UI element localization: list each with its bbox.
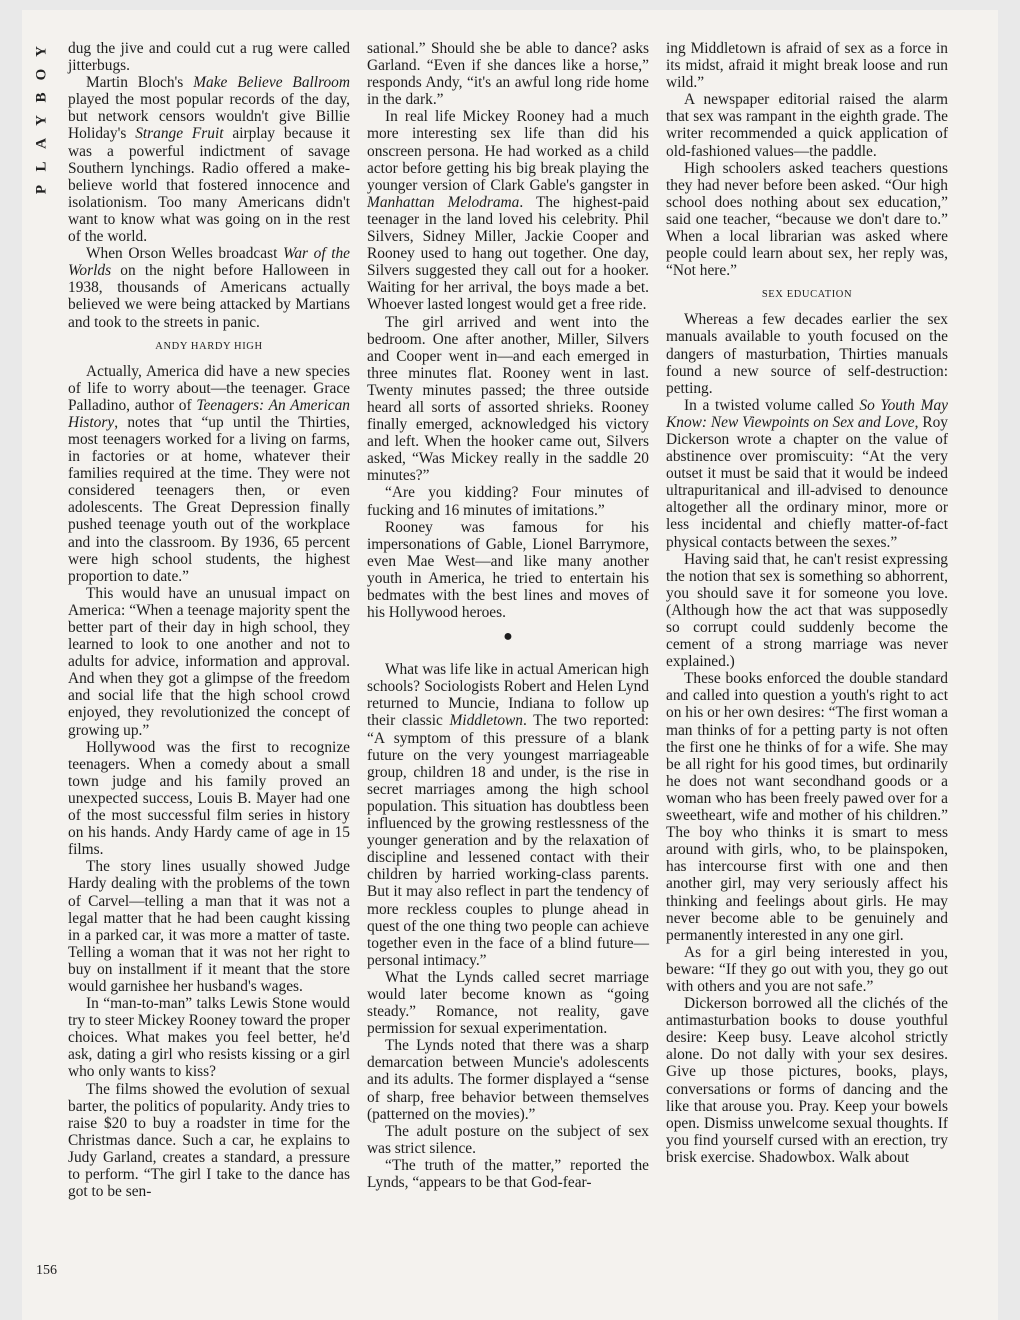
- paragraph: Rooney was famous for his impersonations of Gable, Lionel Barrymore, even Mae West—and like many another youth in America, he tried to entertain his bedmates with the best lines and moves of his Hollywood heroes.: [367, 518, 649, 622]
- section-heading: ANDY HARDY HIGH: [155, 340, 263, 352]
- paragraph: The story lines usually showed Judge Hardy dealing with the problems of the town of Carvel—telling a man that it was not a legal matter that he had been caught kissing in a parked car, it was more a matter of taste. Telling a woman that it was not her right to buy on installment if it meant that the store would garnishee her husband's wages.: [68, 858, 350, 995]
- paragraph: These books enforced the double standard and called into question a youth's right to act on his or her own desires: “The first woman a man thinks of for a petting party is not often the first one he thinks of for a wife. She may be all right for his good times, but ordinarily he does not want secondhand goods or a woman who has been freely pawed over for a sweetheart, wife and mother of his children.” The boy who thinks it is smart to mess around with girls, who, to be plainspoken, has intercourse first with one and then another girl, may very seriously affect his thinking and feelings about girls. He may never become able to be genuinely and permanently interested in any one girl.: [666, 670, 948, 944]
- masthead-letter: L: [33, 161, 50, 172]
- page-number: 156: [36, 1263, 57, 1278]
- column-2: [367, 40, 649, 1191]
- section-bullet: ●: [503, 628, 513, 646]
- paragraph: Martin Bloch's Make Believe Ballroom played the most popular records of the day, but network censors wouldn't give Billie Holiday's Strange Fruit airplay because it was a powerful indictment of savage Southern lynchings. Radio offered a make-believe world that fostered innocence and isolationism. Too many Americans didn't want to know what was going on in the rest of the world.: [68, 74, 350, 246]
- paragraph: The Lynds noted that there was a sharp demarcation between Muncie's adolescents and its adults. The former displayed a “sense of sharp, free behavior between themselves (patterned on the movies).”: [367, 1037, 649, 1123]
- masthead-letter: Y: [33, 46, 50, 57]
- section-heading: SEX EDUCATION: [761, 289, 853, 301]
- paragraph: Hollywood was the first to recognize teenagers. When a comedy about a small town judge and his family proved an unexpected success, Louis B. Mayer had one of the most successful film series in history on his hands. Andy Hardy came of age in 15 films.: [68, 738, 350, 859]
- paragraph: When Orson Welles broadcast War of the Worlds on the night before Halloween in 1938, thousands of Americans actually believed we were being attacked by Martians and took to the streets in panic.: [68, 245, 350, 331]
- paragraph: As for a girl being interested in you, beware: “If they go out with you, they go out with others and you are not safe.”: [666, 943, 948, 995]
- masthead-letter: O: [33, 68, 50, 81]
- masthead-letter: P: [33, 184, 50, 195]
- paragraph: The films showed the evolution of sexual barter, the politics of popularity. Andy tries to raise $20 to buy a roadster in time for the Christmas dance. Such a car, he explains to Judy Garland, creates a standard, a pressure to perform. “The girl I take to the dance has got to be sen-: [68, 1080, 350, 1201]
- paragraph: “Are you kidding? Four minutes of fucking and 16 minutes of imitations.”: [367, 484, 649, 519]
- paragraph: Having said that, he can't resist expressing the notion that sex is something so abhorrent, you should save it for someone you love. (Although how the act that was supposedly so corrupt could suddenly become the cement of a strong marriage was never explained.): [666, 550, 948, 671]
- paragraph: A newspaper editorial raised the alarm that sex was rampant in the eighth grade. The writer recommended a quick application of old-fashioned values—the paddle.: [666, 91, 948, 160]
- column-3: [666, 40, 948, 1166]
- paragraph: What the Lynds called secret marriage would later become known as “going steady.” Romance, not reality, gave permission for sexual experimentation.: [367, 968, 649, 1038]
- paragraph: Dickerson borrowed all the clichés of the antimasturbation books to douse youthful desire: Keep busy. Leave alcohol strictly alone. Do not dally with your sex desires. Give up those pictures, books, plays, conversations or forms of dancing and the like that arouse you. Pray. Keep your bowels open. Dismiss unwelcome sexual thoughts. If you find yourself cursed with an erection, try brisk exercise. Shadowbox. Walk about: [666, 995, 948, 1166]
- paragraph: In “man-to-man” talks Lewis Stone would try to steer Mickey Rooney toward the proper choices. What makes you feel better, he'd ask, dating a girl who resists kissing or a girl who only wants to kiss?: [68, 995, 350, 1081]
- paragraph: dug the jive and could cut a rug were called jitterbugs.: [68, 40, 350, 75]
- masthead: [30, 40, 54, 201]
- paragraph: The adult posture on the subject of sex was strict silence.: [367, 1122, 649, 1157]
- paragraph: What was life like in actual American high schools? Sociologists Robert and Helen Lynd returned to Muncie, Indiana to follow up their classic Middletown. The two reported: “A symptom of this pressure of a blank future on the very youngest marriageable group, children 18 and under, is the rise in secret marriages among the high school population. This situation has doubtless been influenced by the growing restlessness of the younger generation and by the relaxation of discipline and lessened contact with their children by harried working-class parents. But it may also reflect in part the tendency of more reckless couples to plunge ahead in quest of the one thing two people can achieve together even in the face of a blind future—personal intimacy.”: [367, 661, 649, 969]
- paragraph: High schoolers asked teachers questions they had never before been asked. “Our high school does nothing about sex education,” said one teacher, “because we don't dare to.” When a local librarian was asked where people could learn about sex, her reply was, “Not here.”: [666, 159, 948, 280]
- column-1: [68, 40, 350, 1200]
- masthead-letter: A: [33, 138, 50, 149]
- paragraph: The girl arrived and went into the bedroom. One after another, Miller, Silvers and Cooper went in—and each emerged in three minutes flat. Rooney went in last. Twenty minutes passed; the three outside heard all sorts of assorted shrieks. Rooney finally emerged, acknowledged his victory and left. When the hooker came out, Silvers asked, “Was Mickey really in the saddle 20 minutes?”: [367, 313, 649, 485]
- paragraph: Whereas a few decades earlier the sex manuals available to youth focused on the dangers of masturbation, Thirties manuals found a new source of self-destruction: petting.: [666, 311, 948, 397]
- paragraph: In real life Mickey Rooney had a much more interesting sex life than did his onscreen persona. He had worked as a child actor before getting his big break playing the younger version of Clark Gable's gangster in Manhattan Melodrama. The highest-paid teenager in the land loved his celebrity. Phil Silvers, Sidney Miller, Jackie Cooper and Rooney used to hang out together. One day, Silvers suggested they call out for a hooker. Waiting for her arrival, the boys made a bet. Whoever lasted longest would get a free ride.: [367, 108, 649, 314]
- masthead-letter: Y: [33, 115, 50, 126]
- paragraph: Actually, America did have a new species of life to worry about—the teenager. Grace Palladino, author of Teenagers: An American History, notes that “up until the Thirties, most teenagers worked for a living on farms, in factories or at home, whatever their families required at the time. They were not considered teenagers then, or even adolescents. The Great Depression finally pushed teenage youth out of the workplace and into the classroom. By 1936, 65 percent were high school students, the highest proportion to date.”: [68, 362, 350, 585]
- paragraph: sational.” Should she be able to dance? asks Garland. “Even if she dances like a horse,” responds Andy, “it's an awful long ride home in the dark.”: [367, 40, 649, 109]
- masthead-letter: B: [33, 92, 50, 103]
- paragraph: “The truth of the matter,” reported the Lynds, “appears to be that God-fear-: [367, 1156, 649, 1191]
- paragraph: In a twisted volume called So Youth May Know: New Viewpoints on Sex and Love, Roy Dickerson wrote a chapter on the value of abstinence over promiscuity: “At the very outset it must be said that it would be indeed ultrapuritanical and ill-advised to denounce altogether all the ordinary minor, more or less incidental and chiefly matter-of-fact physical contacts between the sexes.”: [666, 396, 948, 551]
- paragraph: ing Middletown is afraid of sex as a force in its midst, afraid it might break loose and run wild.”: [666, 40, 948, 92]
- paragraph: This would have an unusual impact on America: “When a teenage majority spent the better part of their day in high school, they learned to look to one another and not to adults for advice, information and approval. And when they got a glimpse of the freedom and social life that the high school crowd enjoyed, they revolutionized the concept of growing up.”: [68, 584, 350, 739]
- magazine-page: [22, 10, 998, 1320]
